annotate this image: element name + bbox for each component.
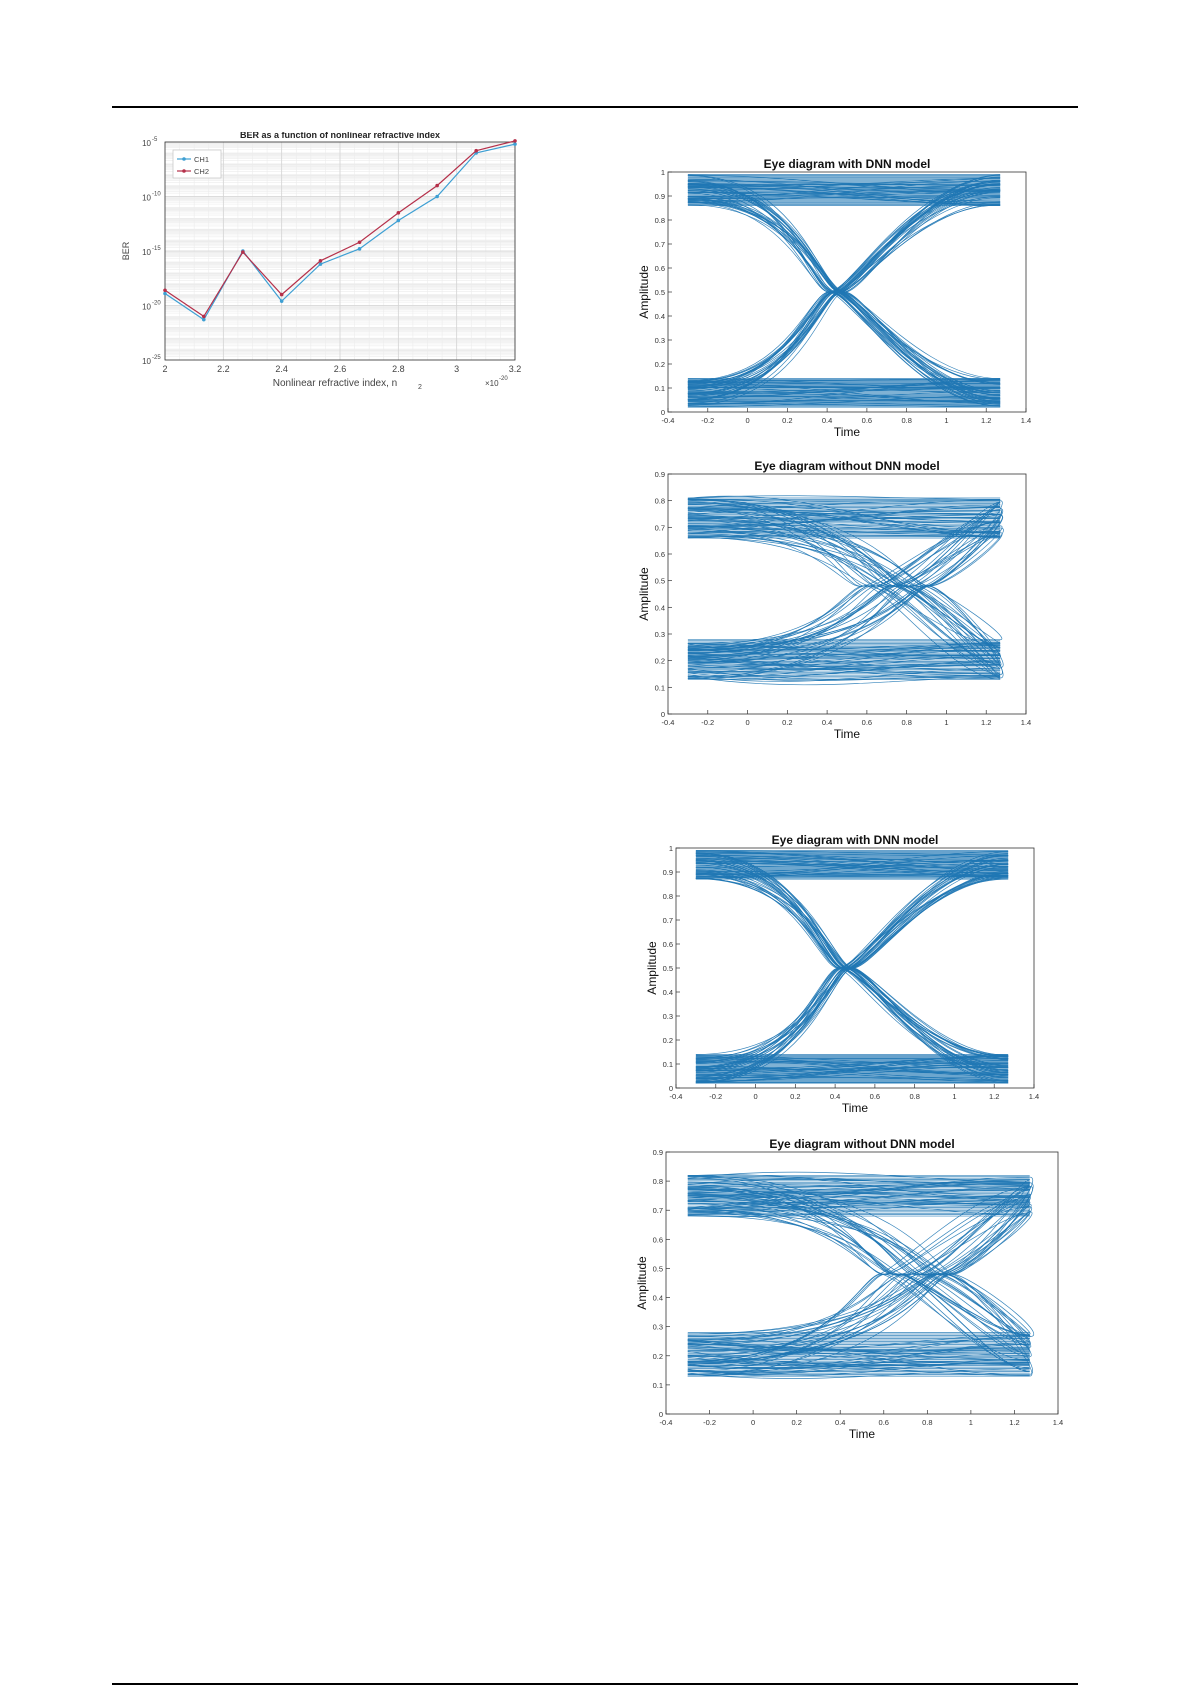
- ber-x-tick-label: 3.2: [508, 364, 522, 374]
- eye-x-tick-label: 1.2: [981, 718, 992, 727]
- eye-y-tick-label: 0.7: [654, 240, 665, 249]
- ber-legend-marker: [182, 169, 186, 173]
- ber-data-point-ch1: [202, 318, 206, 322]
- eye-y-tick-label: 0.4: [654, 603, 665, 613]
- eye-x-tick-label: 1: [944, 416, 949, 425]
- eye-y-tick-label: 0: [668, 1084, 673, 1093]
- ber-x-tick-label: 2.6: [333, 364, 347, 374]
- eye-y-tick-label: 0.6: [654, 264, 665, 273]
- eye-x-tick-label: 0.2: [791, 1418, 802, 1427]
- ber-data-point-ch2: [202, 315, 206, 319]
- eye-x-tick-label: 1: [944, 718, 949, 727]
- eye-y-tick-label: 0.8: [662, 892, 673, 901]
- eye-x-tick-label: 0.8: [922, 1418, 933, 1427]
- ber-data-point-ch2: [474, 149, 478, 153]
- eye-x-tick-label: -0.2: [703, 1418, 717, 1427]
- eye-y-tick-label: 0.7: [662, 916, 673, 925]
- eye-y-axis-label: Amplitude: [637, 567, 651, 621]
- eye-y-tick-label: 0: [658, 1410, 663, 1419]
- eye-x-tick-label: 1.4: [1020, 718, 1032, 727]
- ber-y-tick-label: 10: [142, 193, 151, 203]
- eye-y-tick-label: 0.9: [654, 192, 665, 201]
- ber-y-tick-exponent: -5: [152, 137, 158, 143]
- eye-y-axis-label: Amplitude: [645, 941, 659, 995]
- eye-y-tick-label: 0.1: [654, 683, 665, 693]
- eye-chart-title: Eye diagram with DNN model: [771, 833, 939, 847]
- ber-x-tick-label: 2.8: [392, 364, 405, 374]
- ber-y-tick-label: 10: [142, 302, 151, 312]
- ber-y-tick-exponent: -15: [152, 246, 161, 252]
- eye-y-tick-label: 1: [660, 168, 665, 177]
- ber-data-point-ch2: [280, 293, 284, 297]
- eye-x-tick-label: 0.4: [835, 1418, 846, 1427]
- eye-x-axis-label: Time: [833, 727, 861, 741]
- eye-y-tick-label: 0.5: [652, 1264, 663, 1274]
- eye-y-tick-label: 0: [660, 710, 665, 719]
- eye-x-tick-label: 0.2: [790, 1092, 801, 1101]
- ber-legend-label: CH1: [194, 155, 210, 164]
- eye-y-axis-label: Amplitude: [635, 1256, 649, 1310]
- ber-y-tick-label: 10: [142, 248, 151, 257]
- ber-x-scale-exponent: -20: [499, 376, 508, 382]
- eye-x-tick-label: 1: [968, 1418, 973, 1427]
- ber-data-point-ch1: [435, 195, 439, 199]
- eye-y-tick-label: 0.3: [662, 1012, 673, 1021]
- eye-x-tick-label: 1.2: [981, 416, 992, 425]
- eye-y-tick-label: 0.7: [652, 1206, 663, 1216]
- eye-y-tick-label: 0.4: [654, 312, 665, 321]
- ber-data-point-ch1: [513, 142, 517, 146]
- eye-x-tick-label: -0.4: [661, 416, 675, 425]
- eye-y-tick-label: 0.5: [654, 288, 665, 297]
- eye-x-axis-label: Time: [841, 1101, 869, 1115]
- ber-data-point-ch2: [397, 211, 401, 215]
- eye-y-tick-label: 0.8: [654, 216, 665, 225]
- eye-y-tick-label: 0.9: [654, 470, 665, 479]
- ber-x-axis-label: Nonlinear refractive index, n: [272, 378, 398, 389]
- eye-y-tick-label: 0.6: [662, 940, 673, 949]
- eye-x-axis-label: Time: [848, 1427, 876, 1441]
- ber-y-tick-label: 10: [142, 139, 151, 148]
- eye-x-tick-label: 0.8: [909, 1092, 920, 1101]
- eye-y-tick-label: 0.6: [652, 1235, 663, 1245]
- eye-x-tick-label: 0.2: [782, 718, 793, 727]
- eye-y-tick-label: 0.4: [652, 1293, 663, 1303]
- eye-y-tick-label: 0.4: [662, 988, 673, 997]
- eye-y-tick-label: 0.2: [654, 360, 665, 369]
- ber-data-point-ch2: [358, 240, 362, 244]
- ber-legend-label: CH2: [194, 167, 210, 176]
- eye-x-tick-label: -0.2: [701, 718, 715, 727]
- eye-x-tick-label: 1: [952, 1092, 957, 1101]
- ber-chart-svg: [120, 132, 580, 422]
- eye-x-tick-label: 0.6: [861, 718, 873, 727]
- eye-x-tick-label: 0.4: [821, 416, 833, 425]
- eye-y-tick-label: 0.3: [652, 1322, 663, 1332]
- ber-y-tick-exponent: -20: [152, 300, 161, 307]
- eye-chart-2: [620, 450, 1070, 750]
- ber-y-tick-exponent: -25: [152, 355, 161, 361]
- eye-y-tick-label: 0.2: [662, 1036, 673, 1045]
- eye-y-tick-label: 0.5: [654, 576, 665, 586]
- eye-y-tick-label: 0.2: [654, 656, 665, 666]
- eye-x-tick-label: 1.4: [1020, 416, 1032, 425]
- eye-x-tick-label: 0.8: [901, 718, 912, 727]
- eye-x-tick-label: 0.6: [878, 1418, 889, 1427]
- eye-y-tick-label: 0.3: [654, 630, 665, 639]
- eye-chart-4: [620, 1128, 1080, 1448]
- eye-chart-title: Eye diagram without DNN model: [769, 1137, 955, 1151]
- eye-y-tick-label: 0.6: [654, 550, 665, 559]
- eye-chart-2-svg: [620, 450, 1070, 750]
- ber-x-tick-label: 2.4: [275, 364, 288, 374]
- ber-x-axis-label-subscript: 2: [418, 384, 422, 391]
- eye-y-tick-label: 0.2: [652, 1351, 663, 1361]
- eye-y-tick-label: 0.9: [662, 868, 673, 877]
- eye-y-tick-label: 1: [668, 844, 673, 853]
- ber-data-point-ch1: [358, 247, 362, 251]
- eye-y-tick-label: 0.3: [654, 336, 665, 345]
- eye-x-tick-label: 0: [745, 416, 750, 425]
- eye-chart-title: Eye diagram with DNN model: [763, 157, 931, 171]
- eye-y-tick-label: 0.1: [662, 1060, 673, 1069]
- eye-x-tick-label: 0.4: [821, 718, 833, 727]
- eye-x-tick-label: -0.4: [669, 1092, 683, 1101]
- eye-x-tick-label: 1.2: [989, 1092, 1000, 1101]
- eye-y-tick-label: 0.1: [654, 384, 665, 393]
- eye-x-tick-label: 0.4: [829, 1092, 841, 1101]
- eye-y-axis-label: Amplitude: [637, 265, 651, 319]
- ber-data-point-ch1: [319, 262, 323, 266]
- ber-data-point-ch1: [397, 219, 401, 223]
- ber-chart: [120, 132, 580, 422]
- eye-x-tick-label: -0.2: [701, 416, 715, 425]
- eye-x-tick-label: 0: [753, 1092, 758, 1101]
- ber-x-scale-label: ×10: [485, 379, 499, 388]
- ber-y-tick-exponent: -10: [152, 191, 161, 198]
- eye-y-tick-label: 0.8: [654, 496, 665, 506]
- ber-legend-marker: [182, 157, 186, 161]
- ber-data-point-ch2: [513, 139, 517, 143]
- ber-data-point-ch1: [280, 299, 284, 303]
- ber-data-point-ch2: [163, 288, 167, 292]
- ber-y-tick-label: 10: [142, 357, 151, 366]
- ber-data-point-ch1: [163, 292, 167, 296]
- eye-x-tick-label: -0.4: [659, 1418, 673, 1427]
- ber-data-point-ch2: [319, 259, 323, 263]
- eye-x-tick-label: 0: [745, 718, 750, 727]
- eye-y-tick-label: 0.1: [652, 1380, 663, 1390]
- ber-x-tick-label: 2.2: [217, 364, 230, 374]
- eye-y-tick-label: 0.5: [662, 964, 673, 973]
- eye-y-tick-label: 0.8: [652, 1177, 663, 1187]
- ber-x-tick-label: 3: [454, 364, 460, 374]
- eye-x-tick-label: 1.4: [1052, 1418, 1064, 1427]
- ber-data-point-ch2: [241, 250, 245, 254]
- eye-x-tick-label: 0.8: [901, 416, 912, 425]
- ber-data-point-ch2: [435, 184, 439, 188]
- eye-x-tick-label: 0.6: [869, 1092, 881, 1101]
- eye-y-tick-label: 0: [660, 408, 665, 417]
- eye-chart-4-svg: [620, 1128, 1080, 1448]
- eye-chart-3: [630, 828, 1070, 1128]
- ber-chart-title: BER as a function of nonlinear refractive index: [239, 132, 441, 140]
- eye-x-tick-label: -0.4: [661, 718, 675, 727]
- eye-x-tick-label: -0.2: [709, 1092, 723, 1101]
- eye-y-tick-label: 0.9: [652, 1148, 663, 1157]
- eye-x-tick-label: 1.4: [1028, 1092, 1040, 1101]
- eye-y-tick-label: 0.7: [654, 523, 665, 533]
- eye-x-tick-label: 1.2: [1009, 1418, 1020, 1427]
- eye-x-tick-label: 0.2: [782, 416, 793, 425]
- header-rule: [112, 106, 1078, 108]
- eye-chart-title: Eye diagram without DNN model: [754, 459, 940, 473]
- eye-chart-1-svg: [620, 150, 1070, 450]
- eye-x-tick-label: 0.6: [861, 416, 873, 425]
- ber-x-tick-label: 2: [162, 364, 168, 374]
- eye-chart-1: [620, 150, 1070, 450]
- ber-y-axis-label: BER: [121, 241, 131, 261]
- eye-chart-3-svg: [630, 828, 1070, 1128]
- eye-x-tick-label: 0: [751, 1418, 756, 1427]
- eye-x-axis-label: Time: [833, 425, 861, 439]
